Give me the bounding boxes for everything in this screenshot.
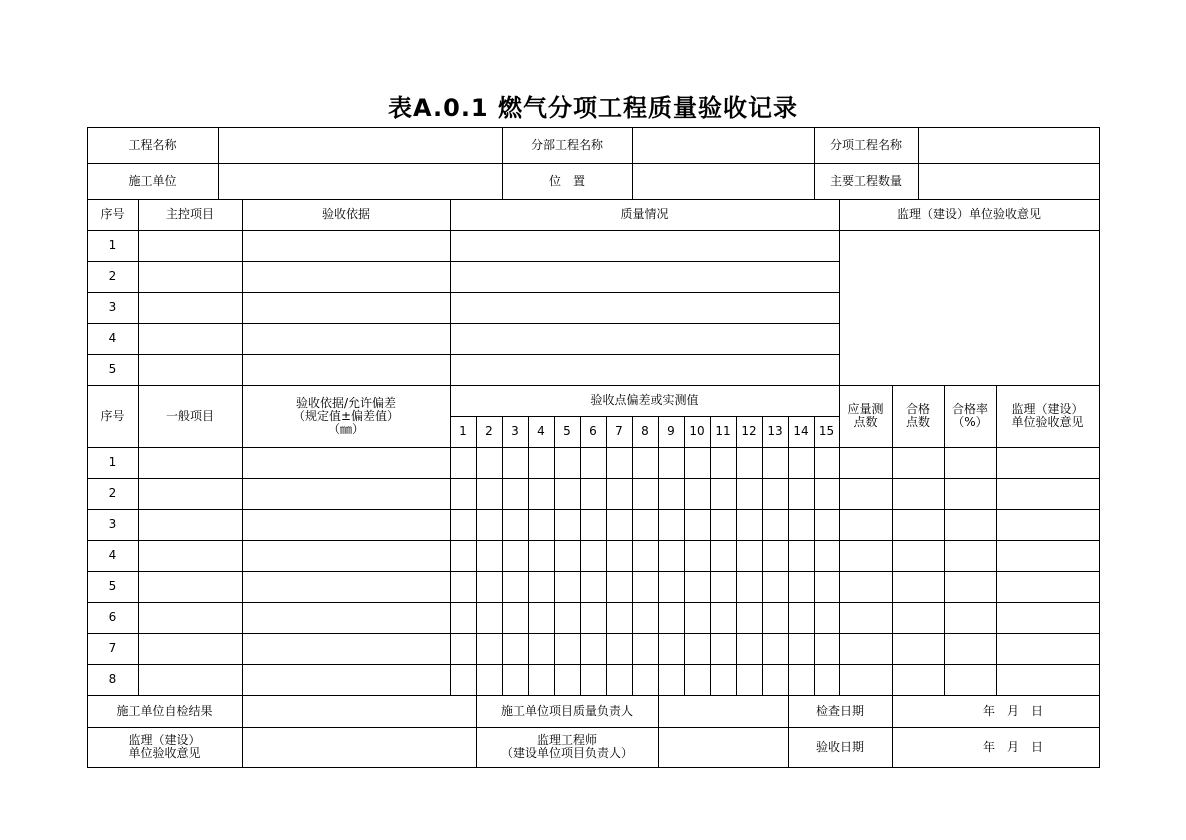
measured-value-field[interactable]: [736, 633, 762, 664]
measured-value-field[interactable]: [788, 602, 814, 633]
measured-value-field[interactable]: [814, 540, 839, 571]
main-control-row-number: 4: [108, 331, 117, 345]
point-number-header: 10: [689, 424, 705, 438]
result-field[interactable]: [944, 540, 996, 571]
measured-value-field[interactable]: [450, 509, 476, 540]
general-item-field[interactable]: [138, 664, 242, 695]
point-number-header: 14: [793, 424, 809, 438]
general-row-number: 8: [108, 672, 117, 686]
check-date-label: 检查日期: [815, 703, 864, 718]
contractor-label: 施工单位: [128, 173, 177, 188]
measured-value-field[interactable]: [658, 478, 684, 509]
measured-value-field[interactable]: [710, 447, 736, 478]
main-control-supervisor-header: 监理（建设）单位验收意见: [896, 207, 1041, 221]
main-control-basis-header: 验收依据: [321, 207, 370, 221]
general-row-number: 6: [108, 610, 117, 624]
main-control-quality-field[interactable]: [450, 354, 839, 385]
result-field[interactable]: [892, 509, 944, 540]
general-points-header: 验收点偏差或实测值: [590, 393, 699, 407]
measured-value-field[interactable]: [580, 447, 606, 478]
measured-value-field[interactable]: [814, 571, 839, 602]
result-field[interactable]: [944, 478, 996, 509]
measured-value-field[interactable]: [658, 664, 684, 695]
main-control-item-field[interactable]: [138, 230, 242, 261]
main-control-quality-header: 质量情况: [620, 207, 669, 221]
main-control-quality-field[interactable]: [450, 292, 839, 323]
point-number-header: 2: [485, 424, 493, 438]
quantity-field[interactable]: [918, 163, 1099, 199]
measured-value-field[interactable]: [632, 509, 658, 540]
measured-value-field[interactable]: [476, 447, 502, 478]
measured-value-field[interactable]: [814, 602, 839, 633]
measured-value-field[interactable]: [476, 602, 502, 633]
result-field[interactable]: [839, 633, 892, 664]
measured-value-field[interactable]: [632, 540, 658, 571]
main-control-basis-field[interactable]: [242, 323, 450, 354]
measured-value-field[interactable]: [528, 540, 554, 571]
measured-value-field[interactable]: [528, 602, 554, 633]
measured-value-field[interactable]: [710, 602, 736, 633]
result-field[interactable]: [839, 602, 892, 633]
main-control-basis-field[interactable]: [242, 230, 450, 261]
general-basis-field[interactable]: [242, 664, 450, 695]
result-field[interactable]: [944, 571, 996, 602]
main-control-basis-field[interactable]: [242, 354, 450, 385]
main-control-row-number: 3: [108, 300, 117, 314]
result-field[interactable]: [996, 602, 1099, 633]
measured-value-field[interactable]: [788, 664, 814, 695]
item-project-field[interactable]: [918, 127, 1099, 163]
measured-value-field[interactable]: [684, 478, 710, 509]
measured-value-field[interactable]: [632, 571, 658, 602]
measured-value-field[interactable]: [554, 602, 580, 633]
main-control-item-header: 主控项目: [165, 207, 214, 221]
measured-value-field[interactable]: [554, 633, 580, 664]
measured-value-field[interactable]: [476, 478, 502, 509]
general-row-number: 5: [108, 579, 117, 593]
general-row-number: 2: [108, 486, 117, 500]
result-field[interactable]: [996, 571, 1099, 602]
measured-value-field[interactable]: [580, 571, 606, 602]
self-check-label: 施工单位自检结果: [116, 703, 213, 718]
measured-value-field[interactable]: [632, 633, 658, 664]
main-control-quality-field[interactable]: [450, 323, 839, 354]
measured-value-field[interactable]: [476, 571, 502, 602]
measured-value-field[interactable]: [658, 602, 684, 633]
measured-value-field[interactable]: [710, 571, 736, 602]
result-field[interactable]: [892, 447, 944, 478]
measured-value-field[interactable]: [528, 664, 554, 695]
measured-value-field[interactable]: [528, 633, 554, 664]
measured-value-field[interactable]: [710, 478, 736, 509]
point-number-header: 5: [563, 424, 571, 438]
result-field[interactable]: [839, 540, 892, 571]
main-control-basis-field[interactable]: [242, 261, 450, 292]
measured-value-field[interactable]: [788, 478, 814, 509]
main-control-no-header: 序号: [100, 207, 125, 221]
measured-value-field[interactable]: [528, 447, 554, 478]
measured-value-field[interactable]: [658, 509, 684, 540]
general-basis-field[interactable]: [242, 571, 450, 602]
measured-value-field[interactable]: [788, 571, 814, 602]
general-item-field[interactable]: [138, 540, 242, 571]
result-field[interactable]: [996, 509, 1099, 540]
general-item-header: 一般项目: [165, 408, 214, 423]
result-field[interactable]: [944, 509, 996, 540]
self-check-field[interactable]: [242, 695, 476, 727]
measured-value-field[interactable]: [502, 664, 528, 695]
measured-value-field[interactable]: [528, 571, 554, 602]
measured-value-field[interactable]: [814, 478, 839, 509]
result-field[interactable]: [996, 478, 1099, 509]
general-item-field[interactable]: [138, 571, 242, 602]
result-field[interactable]: [996, 633, 1099, 664]
accept-date-field[interactable]: 年 月 日: [982, 739, 1043, 754]
general-basis-field[interactable]: [242, 509, 450, 540]
measured-value-field[interactable]: [528, 478, 554, 509]
result-field[interactable]: [892, 602, 944, 633]
measured-value-field[interactable]: [606, 633, 632, 664]
result-field[interactable]: [944, 602, 996, 633]
measured-value-field[interactable]: [450, 571, 476, 602]
measured-value-field[interactable]: [502, 509, 528, 540]
main-control-item-field[interactable]: [138, 261, 242, 292]
main-control-item-field[interactable]: [138, 323, 242, 354]
supervising-engineer-field[interactable]: [658, 727, 788, 767]
general-no-header: 序号: [100, 408, 125, 423]
main-control-row-number: 5: [108, 362, 117, 376]
sub-project-label: 分部工程名称: [530, 137, 603, 152]
measured-value-field[interactable]: [684, 447, 710, 478]
measured-value-field[interactable]: [606, 509, 632, 540]
result-field[interactable]: [892, 478, 944, 509]
measured-value-field[interactable]: [762, 509, 788, 540]
general-item-field[interactable]: [138, 509, 242, 540]
result-field[interactable]: [839, 571, 892, 602]
general-basis-field[interactable]: [242, 478, 450, 509]
point-number-header: 12: [741, 424, 757, 438]
main-control-item-field[interactable]: [138, 292, 242, 323]
measured-value-field[interactable]: [710, 664, 736, 695]
point-number-header: 13: [767, 424, 783, 438]
measured-value-field[interactable]: [502, 571, 528, 602]
supervising-engineer-label: 监理工程师 （建设单位项目负责人）: [500, 733, 633, 760]
measured-value-field[interactable]: [788, 509, 814, 540]
result-field[interactable]: [892, 540, 944, 571]
general-item-field[interactable]: [138, 447, 242, 478]
item-project-label: 分项工程名称: [829, 137, 902, 152]
point-number-header: 15: [818, 424, 835, 438]
general-basis-field[interactable]: [242, 447, 450, 478]
measured-value-field[interactable]: [762, 602, 788, 633]
measured-value-field[interactable]: [554, 540, 580, 571]
quality-manager-field[interactable]: [658, 695, 788, 727]
measured-value-field[interactable]: [658, 447, 684, 478]
general-row-number: 1: [108, 455, 117, 469]
point-number-header: 9: [667, 424, 675, 438]
measured-value-field[interactable]: [580, 664, 606, 695]
measured-value-field[interactable]: [580, 540, 606, 571]
result-field[interactable]: [892, 571, 944, 602]
measured-value-field[interactable]: [606, 571, 632, 602]
location-label: 位 置: [548, 173, 585, 188]
measured-value-field[interactable]: [814, 664, 839, 695]
measured-value-field[interactable]: [684, 509, 710, 540]
point-number-header: 8: [641, 424, 649, 438]
point-number-header: 11: [715, 424, 731, 438]
measured-value-field[interactable]: [658, 540, 684, 571]
measured-value-field[interactable]: [450, 602, 476, 633]
measured-value-field[interactable]: [502, 447, 528, 478]
measured-value-field[interactable]: [528, 509, 554, 540]
general-item-field[interactable]: [138, 602, 242, 633]
measured-value-field[interactable]: [554, 571, 580, 602]
measured-value-field[interactable]: [684, 602, 710, 633]
measured-value-field[interactable]: [450, 664, 476, 695]
measured-value-field[interactable]: [554, 664, 580, 695]
measured-value-field[interactable]: [606, 540, 632, 571]
general-row-number: 7: [108, 641, 117, 655]
measured-value-field[interactable]: [450, 478, 476, 509]
measured-value-field[interactable]: [632, 664, 658, 695]
measured-value-field[interactable]: [476, 664, 502, 695]
quantity-label: 主要工程数量: [829, 173, 902, 188]
measured-value-field[interactable]: [502, 478, 528, 509]
measured-value-field[interactable]: [736, 664, 762, 695]
measured-value-field[interactable]: [580, 602, 606, 633]
measured-value-field[interactable]: [658, 633, 684, 664]
measured-value-field[interactable]: [762, 571, 788, 602]
measured-value-field[interactable]: [788, 633, 814, 664]
measured-value-field[interactable]: [632, 447, 658, 478]
main-control-item-field[interactable]: [138, 354, 242, 385]
point-number-header: 7: [615, 424, 623, 438]
general-item-field[interactable]: [138, 633, 242, 664]
point-number-header: 6: [589, 424, 597, 438]
measured-value-field[interactable]: [450, 633, 476, 664]
general-supervisor-header: 监理（建设） 单位验收意见: [1011, 402, 1084, 429]
measured-value-field[interactable]: [684, 540, 710, 571]
project-name-field[interactable]: [218, 127, 502, 163]
main-control-row-number: 2: [108, 269, 117, 283]
accept-date-label: 验收日期: [815, 739, 864, 754]
measured-value-field[interactable]: [502, 633, 528, 664]
point-number-header: 3: [511, 424, 519, 438]
result-field[interactable]: [839, 478, 892, 509]
measured-value-field[interactable]: [736, 602, 762, 633]
measured-value-field[interactable]: [476, 540, 502, 571]
measured-value-field[interactable]: [502, 602, 528, 633]
general-basis-field[interactable]: [242, 540, 450, 571]
measured-value-field[interactable]: [762, 447, 788, 478]
contractor-field[interactable]: [218, 163, 502, 199]
measured-value-field[interactable]: [554, 509, 580, 540]
location-field[interactable]: [632, 163, 814, 199]
result-field[interactable]: [839, 447, 892, 478]
quality-manager-label: 施工单位项目质量负责人: [500, 703, 633, 718]
measured-value-field[interactable]: [762, 633, 788, 664]
qualified-points-header: 合格 点数: [905, 402, 930, 429]
supervisor-opinion-label: 监理（建设） 单位验收意见: [128, 733, 201, 760]
result-field[interactable]: [892, 664, 944, 695]
measured-value-field[interactable]: [580, 509, 606, 540]
measured-value-field[interactable]: [814, 633, 839, 664]
measured-value-field[interactable]: [736, 540, 762, 571]
measured-value-field[interactable]: [476, 509, 502, 540]
measured-value-field[interactable]: [502, 540, 528, 571]
general-basis-header: 验收依据/允许偏差 （规定值±偏差值） （㎜）: [292, 395, 400, 436]
general-basis-field[interactable]: [242, 633, 450, 664]
measured-value-field[interactable]: [450, 540, 476, 571]
sub-project-field[interactable]: [632, 127, 814, 163]
measured-value-field[interactable]: [684, 571, 710, 602]
measured-value-field[interactable]: [606, 602, 632, 633]
main-control-supervisor-opinion-field[interactable]: [839, 230, 1099, 385]
measured-value-field[interactable]: [580, 478, 606, 509]
measured-value-field[interactable]: [762, 664, 788, 695]
measured-value-field[interactable]: [762, 478, 788, 509]
measured-value-field[interactable]: [684, 664, 710, 695]
result-field[interactable]: [996, 664, 1099, 695]
measured-value-field[interactable]: [684, 633, 710, 664]
pass-rate-header: 合格率 （%）: [951, 402, 988, 429]
measured-value-field[interactable]: [606, 478, 632, 509]
result-field[interactable]: [996, 447, 1099, 478]
measured-value-field[interactable]: [606, 447, 632, 478]
measured-value-field[interactable]: [606, 664, 632, 695]
project-name-label: 工程名称: [128, 137, 177, 152]
general-row-number: 4: [108, 548, 117, 562]
main-control-row-number: 1: [108, 238, 117, 252]
measured-value-field[interactable]: [710, 509, 736, 540]
measured-value-field[interactable]: [580, 633, 606, 664]
supervisor-opinion-field[interactable]: [242, 727, 476, 767]
point-number-header: 4: [537, 424, 545, 438]
measured-value-field[interactable]: [736, 509, 762, 540]
measured-value-field[interactable]: [632, 602, 658, 633]
check-date-field[interactable]: 年 月 日: [982, 703, 1043, 718]
general-row-number: 3: [108, 517, 117, 531]
main-control-quality-field[interactable]: [450, 261, 839, 292]
measured-value-field[interactable]: [788, 447, 814, 478]
measured-value-field[interactable]: [710, 540, 736, 571]
measured-value-field[interactable]: [736, 447, 762, 478]
measured-value-field[interactable]: [788, 540, 814, 571]
measured-value-field[interactable]: [762, 540, 788, 571]
result-field[interactable]: [944, 633, 996, 664]
point-number-header: 1: [459, 424, 467, 438]
measured-value-field[interactable]: [736, 571, 762, 602]
measured-value-field[interactable]: [554, 447, 580, 478]
result-field[interactable]: [944, 447, 996, 478]
general-item-field[interactable]: [138, 478, 242, 509]
measured-value-field[interactable]: [658, 571, 684, 602]
measured-value-field[interactable]: [450, 447, 476, 478]
page-title: 表A.0.1 燃气分项工程质量验收记录: [387, 94, 798, 122]
measured-value-field[interactable]: [554, 478, 580, 509]
result-field[interactable]: [892, 633, 944, 664]
general-basis-field[interactable]: [242, 602, 450, 633]
measured-value-field[interactable]: [814, 509, 839, 540]
result-field[interactable]: [839, 509, 892, 540]
should-measure-header: 应量测 点数: [847, 402, 884, 429]
main-control-quality-field[interactable]: [450, 230, 839, 261]
result-field[interactable]: [839, 664, 892, 695]
measured-value-field[interactable]: [736, 478, 762, 509]
measured-value-field[interactable]: [710, 633, 736, 664]
measured-value-field[interactable]: [632, 478, 658, 509]
result-field[interactable]: [996, 540, 1099, 571]
result-field[interactable]: [944, 664, 996, 695]
measured-value-field[interactable]: [814, 447, 839, 478]
main-control-basis-field[interactable]: [242, 292, 450, 323]
measured-value-field[interactable]: [476, 633, 502, 664]
